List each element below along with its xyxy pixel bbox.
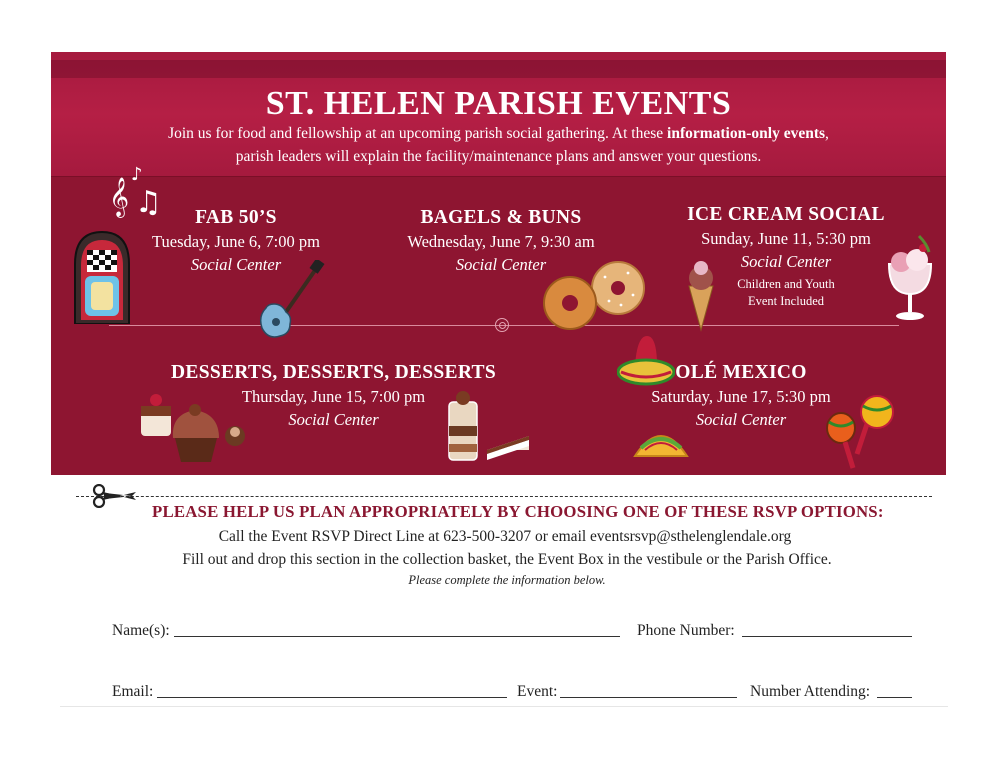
parfait-icon <box>443 384 535 464</box>
event-title: ICE CREAM SOCIAL <box>687 204 885 225</box>
event-date: Sunday, June 11, 5:30 pm <box>701 229 871 248</box>
bagels-icon <box>543 255 645 333</box>
rsvp-dropoff-instructions: Fill out and drop this section in the collection basket, the Event Box in the vestibule or the Parish Office. <box>182 551 832 568</box>
rsvp-heading: PLEASE HELP US PLAN APPROPRIATELY BY CHOOSING ONE OF THESE RSVP OPTIONS: <box>152 502 884 521</box>
name-field[interactable] <box>174 636 620 637</box>
event-location: Social Center <box>190 255 282 274</box>
event-date: Thursday, June 15, 7:00 pm <box>241 387 426 406</box>
event-field[interactable] <box>560 697 737 698</box>
event-title: FAB 50’S <box>195 207 277 228</box>
music-notes-icon <box>109 160 169 220</box>
intro-emphasis: information-only events <box>667 125 826 142</box>
rsvp-phone-email: Call the Event RSVP Direct Line at 623-500-3207 or email eventsrsvp@sthelenglendale.org <box>218 528 792 545</box>
event-date: Tuesday, June 6, 7:00 pm <box>152 232 320 251</box>
svg-text:𝄞: 𝄞 <box>109 177 130 217</box>
intro-line-1: Join us for food and fellowship at an upcoming parish social gathering. At these information-only events, <box>168 125 829 142</box>
event-title: OLÉ MEXICO <box>675 362 807 383</box>
maracas-icon <box>819 392 899 472</box>
svg-text:♫: ♫ <box>135 185 162 220</box>
event-location: Social Center <box>455 255 547 274</box>
attending-field[interactable] <box>877 697 912 698</box>
name-label: Name(s): <box>112 622 170 639</box>
page-title: ST. HELEN PARISH EVENTS <box>265 85 732 122</box>
svg-text:♪: ♪ <box>131 164 143 185</box>
intro-line-2: parish leaders will explain the facility/maintenance plans and answer your questions. <box>235 148 762 165</box>
jukebox-icon <box>69 228 135 324</box>
event-location: Social Center <box>740 252 832 271</box>
attending-label: Number Attending: <box>750 683 871 700</box>
event-label: Event: <box>517 683 558 700</box>
cut-line <box>76 496 932 497</box>
event-flyer <box>51 52 946 475</box>
event-title: DESSERTS, DESSERTS, DESSERTS <box>171 362 496 383</box>
taco-icon <box>631 422 691 458</box>
phone-field[interactable] <box>742 636 912 637</box>
ice-cream-cone-icon <box>685 260 717 332</box>
event-date: Wednesday, June 7, 9:30 am <box>407 232 595 251</box>
sombrero-icon <box>617 332 675 390</box>
rsvp-complete-note: Please complete the information below. <box>408 573 606 587</box>
event-note: Children and Youth Event Included <box>737 277 835 308</box>
cupcake-icon <box>137 380 255 464</box>
event-location: Social Center <box>288 410 379 429</box>
phone-label: Phone Number: <box>637 622 735 639</box>
timeline-center-ornament <box>495 318 509 332</box>
event-location: Social Center <box>695 410 787 429</box>
email-field[interactable] <box>157 697 507 698</box>
event-title: BAGELS & BUNS <box>420 207 582 228</box>
email-label: Email: <box>112 683 154 700</box>
scissors-icon <box>92 484 138 508</box>
sundae-icon <box>883 232 937 324</box>
event-date: Saturday, June 17, 5:30 pm <box>651 387 831 406</box>
bottom-edge <box>60 706 948 707</box>
guitar-icon <box>256 260 326 340</box>
